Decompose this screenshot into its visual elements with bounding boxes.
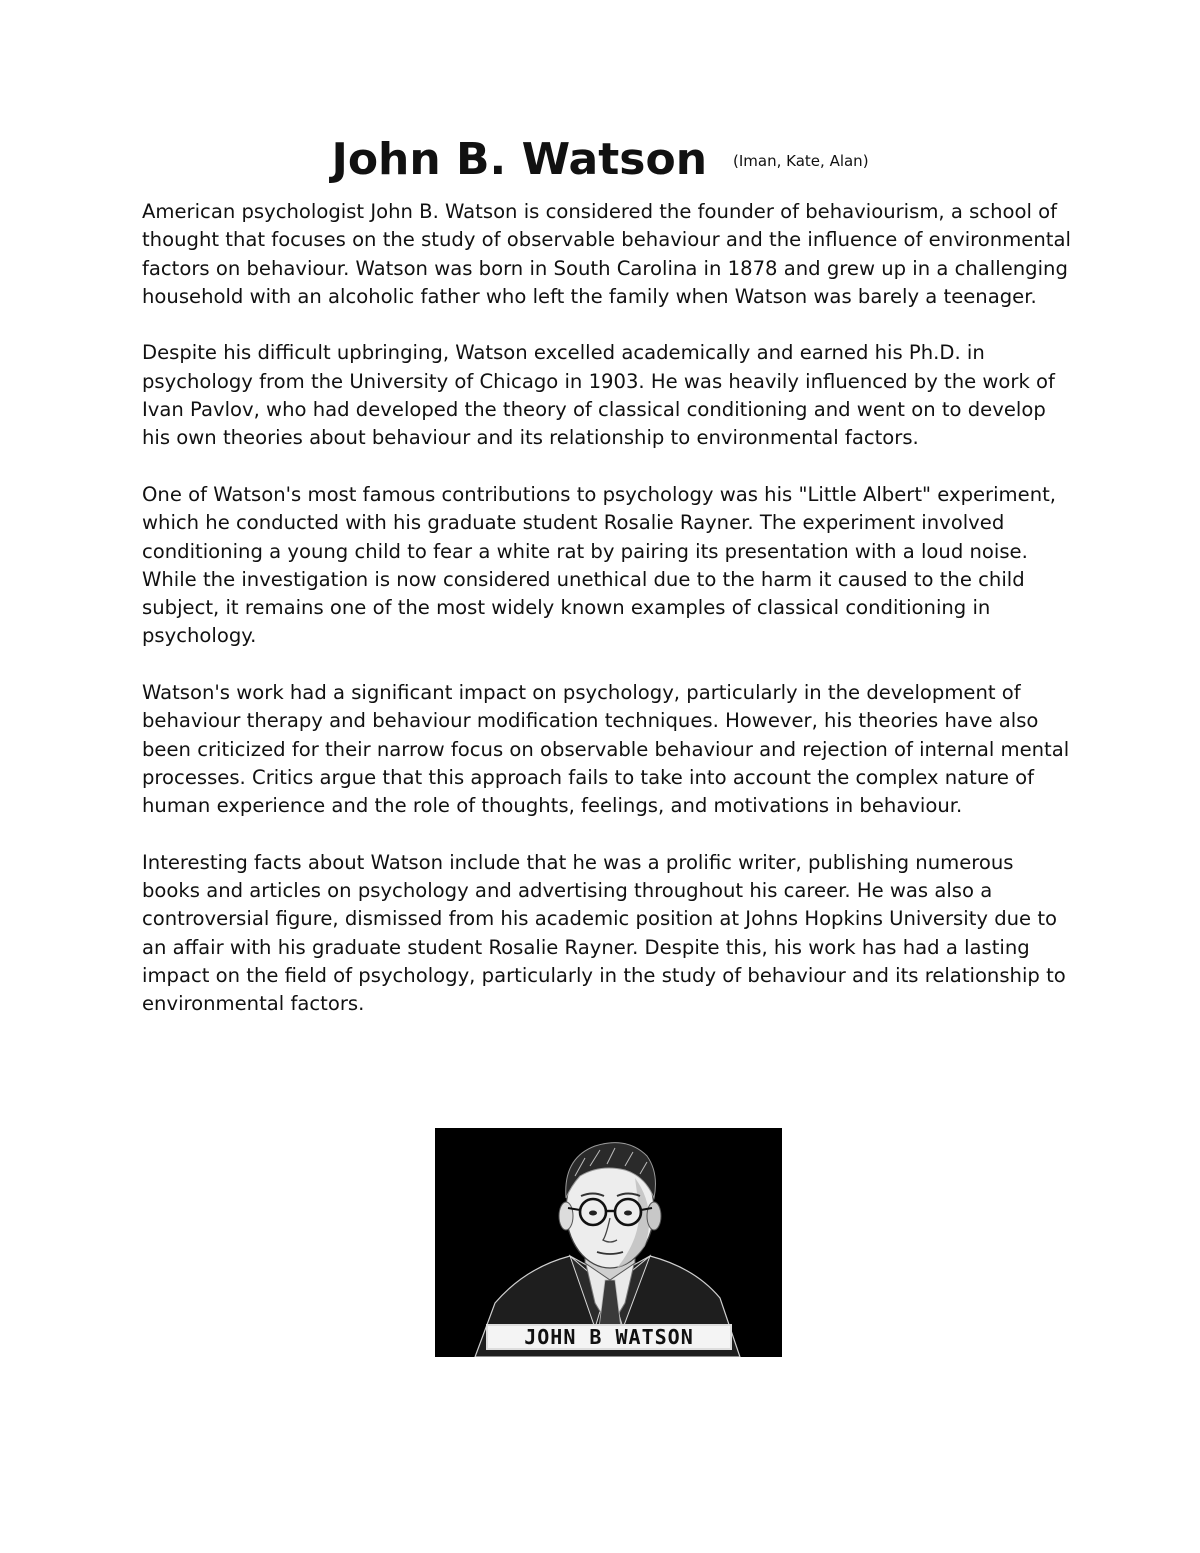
paragraph-facts: Interesting facts about Watson include that he was a prolific writer, publishing numerous books and articles on psychology and advertising throughout his career. He was also a controversial figure, dismissed from his academic position at Johns Hopkins University due to an affair with his graduate student Rosalie Rayner. Despite this, his work has had a lasting impact on the field of psychology, particularly in the study of behaviour and its relationship to environmental factors. <box>142 850 1066 1016</box>
page-title: John B. Watson <box>331 134 708 185</box>
article-body <box>142 198 1072 1047</box>
title-row <box>0 134 1200 185</box>
paragraph-intro: American psychologist John B. Watson is considered the founder of behaviourism, a school of thought that focuses on the study of observable behaviour and the influence of environmental factors on behaviour. Watson was born in South Carolina in 1878 and grew up in a challenging household with an alcoholic father who left the family when Watson was barely a teenager. <box>142 200 1071 308</box>
portrait-image <box>435 1128 782 1357</box>
portrait-caption: JOHN B WATSON <box>486 1324 732 1350</box>
paragraph-little-albert: One of Watson's most famous contributions to psychology was his "Little Albert" experiment, which he conducted with his graduate student Rosalie Rayner. The experiment involved conditioning a young child to fear a white rat by pairing its presentation with a loud noise. While the investigation is now considered unethical due to the harm it caused to the child subject, it remains one of the most widely known examples of classical conditioning in psychology. <box>142 482 1057 648</box>
portrait-illustration-icon <box>435 1128 782 1357</box>
paragraph-impact: Watson's work had a significant impact on psychology, particularly in the development of behaviour therapy and behaviour modification techniques. However, his theories have also been criticized for their narrow focus on observable behaviour and rejection of internal mental processes. Critics argue that this approach fails to take into account the complex nature of human experience and the role of thoughts, feelings, and motivations in behaviour. <box>142 681 1070 818</box>
paragraph-education: Despite his difficult upbringing, Watson excelled academically and earned his Ph.D. in psychology from the University of Chicago in 1903. He was heavily influenced by the work of Ivan Pavlov, who had developed the theory of classical conditioning and went on to develop his own theories about behaviour and its relationship to environmental factors. <box>142 341 1055 450</box>
authors-note: (Iman, Kate, Alan) <box>733 152 869 170</box>
